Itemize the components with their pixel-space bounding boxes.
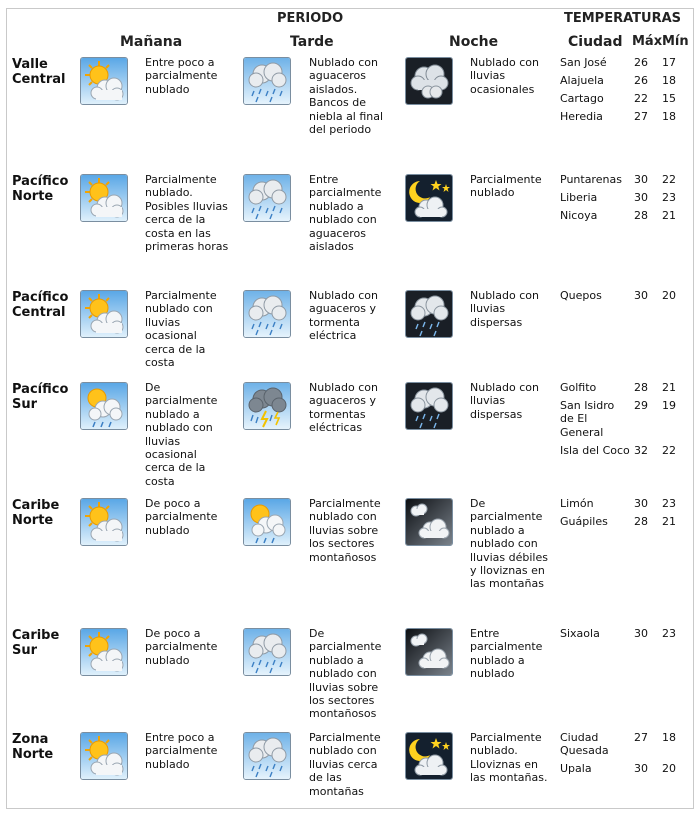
forecast-manana-text: Parcialmente nublado. Posibles lluvias cerca de la costa en las primeras horas bbox=[145, 173, 229, 254]
header-manana: Mañana bbox=[120, 34, 183, 50]
temp-min: 23 bbox=[662, 627, 676, 640]
city-name: Liberia bbox=[560, 191, 598, 204]
forecast-manana-text: De poco a parcialmente nublado bbox=[145, 497, 218, 537]
storm-cloud-icon bbox=[243, 382, 291, 430]
temp-min: 18 bbox=[662, 731, 676, 744]
temp-max: 26 bbox=[634, 74, 648, 87]
forecast-noche-text: Nublado con lluvias dispersas bbox=[470, 381, 539, 421]
temp-max: 27 bbox=[634, 110, 648, 123]
temp-max: 28 bbox=[634, 381, 648, 394]
region-name: Caribe Sur bbox=[12, 628, 60, 658]
moon-stars-cloud-icon bbox=[405, 174, 453, 222]
city-name: Sixaola bbox=[560, 627, 600, 640]
forecast-tarde-text: Nublado con aguaceros y tormentas eléctricas bbox=[309, 381, 378, 435]
sun-cloud-rain-icon bbox=[243, 498, 291, 546]
temp-max: 27 bbox=[634, 731, 648, 744]
region-name: Pacífico Sur bbox=[12, 382, 69, 412]
header-periodo: PERIODO bbox=[277, 11, 344, 26]
sun-cloud-icon bbox=[80, 290, 128, 338]
rain-cloud-icon bbox=[243, 57, 291, 105]
rain-cloud-icon bbox=[243, 290, 291, 338]
rain-cloud-icon bbox=[243, 628, 291, 676]
city-name: Isla del Coco bbox=[560, 444, 630, 457]
moon-stars-cloud-icon bbox=[405, 732, 453, 780]
forecast-noche-text: Parcialmente nublado bbox=[470, 173, 542, 200]
forecast-noche-text: De parcialmente nublado a nublado con lluvias débiles y lloviznas en las montañas bbox=[470, 497, 548, 591]
temp-min: 22 bbox=[662, 173, 676, 186]
temp-max: 30 bbox=[634, 191, 648, 204]
city-name: Quepos bbox=[560, 289, 602, 302]
forecast-manana-text: De parcialmente nublado a nublado con lluvias ocasional cerca de la costa bbox=[145, 381, 218, 488]
temp-min: 21 bbox=[662, 515, 676, 528]
forecast-manana-text: Entre poco a parcialmente nublado bbox=[145, 731, 218, 771]
city-name: Limón bbox=[560, 497, 594, 510]
temp-min: 18 bbox=[662, 74, 676, 87]
forecast-manana-text: De poco a parcialmente nublado bbox=[145, 627, 218, 667]
temp-max: 28 bbox=[634, 515, 648, 528]
sun-cloud-icon bbox=[80, 628, 128, 676]
temp-max: 30 bbox=[634, 497, 648, 510]
header-max: Máx bbox=[632, 34, 663, 49]
sun-cloud-icon bbox=[80, 732, 128, 780]
region-name: Caribe Norte bbox=[12, 498, 60, 528]
forecast-tarde-text: Entre parcialmente nublado a nublado con aguaceros aislados bbox=[309, 173, 382, 254]
region-name: Pacífico Norte bbox=[12, 174, 69, 204]
header-tarde: Tarde bbox=[290, 34, 334, 50]
forecast-tarde-text: Parcialmente nublado con lluvias cerca de las montañas bbox=[309, 731, 381, 798]
temp-max: 22 bbox=[634, 92, 648, 105]
region-name: Zona Norte bbox=[12, 732, 54, 762]
sun-cloud-rain-icon bbox=[80, 382, 128, 430]
temp-max: 30 bbox=[634, 289, 648, 302]
forecast-noche-text: Entre parcialmente nublado a nublado bbox=[470, 627, 543, 681]
temp-max: 26 bbox=[634, 56, 648, 69]
header-min: Mín bbox=[662, 34, 689, 49]
temp-max: 30 bbox=[634, 627, 648, 640]
temp-max: 28 bbox=[634, 209, 648, 222]
header-temperaturas: TEMPERATURAS bbox=[564, 11, 682, 26]
temp-max: 32 bbox=[634, 444, 648, 457]
temp-max: 30 bbox=[634, 173, 648, 186]
night-dark-cloud-icon bbox=[405, 57, 453, 105]
forecast-tarde-text: De parcialmente nublado a nublado con lluvias sobre los sectores montañosos bbox=[309, 627, 382, 721]
temp-min: 19 bbox=[662, 399, 676, 412]
region-name: Valle Central bbox=[12, 57, 66, 87]
temp-min: 15 bbox=[662, 92, 676, 105]
temp-min: 22 bbox=[662, 444, 676, 457]
city-name: Alajuela bbox=[560, 74, 604, 87]
forecast-tarde-text: Nublado con aguaceros aislados. Bancos de niebla al final del periodo bbox=[309, 56, 384, 137]
header-noche: Noche bbox=[449, 34, 499, 50]
temp-min: 20 bbox=[662, 762, 676, 775]
city-name: Guápiles bbox=[560, 515, 608, 528]
rain-cloud-icon bbox=[243, 732, 291, 780]
city-name: Puntarenas bbox=[560, 173, 622, 186]
temp-min: 17 bbox=[662, 56, 676, 69]
sun-cloud-icon bbox=[80, 174, 128, 222]
city-name: Heredia bbox=[560, 110, 603, 123]
temp-max: 29 bbox=[634, 399, 648, 412]
temp-min: 20 bbox=[662, 289, 676, 302]
city-name: Nicoya bbox=[560, 209, 598, 222]
rain-cloud-icon bbox=[243, 174, 291, 222]
forecast-noche-text: Nublado con lluvias dispersas bbox=[470, 289, 539, 329]
temp-max: 30 bbox=[634, 762, 648, 775]
sun-cloud-icon bbox=[80, 498, 128, 546]
forecast-noche-text: Parcialmente nublado. Lloviznas en las montañas. bbox=[470, 731, 548, 785]
region-name: Pacífico Central bbox=[12, 290, 69, 320]
temp-min: 21 bbox=[662, 209, 676, 222]
night-rain-cloud-icon bbox=[405, 290, 453, 338]
temp-min: 21 bbox=[662, 381, 676, 394]
city-name: Cartago bbox=[560, 92, 604, 105]
night-rain-cloud-icon bbox=[405, 382, 453, 430]
header-ciudad: Ciudad bbox=[568, 34, 623, 50]
city-name: San José bbox=[560, 56, 607, 69]
night-clouds-icon bbox=[405, 498, 453, 546]
city-name: Ciudad Quesada bbox=[560, 731, 609, 758]
forecast-manana-text: Parcialmente nublado con lluvias ocasional cerca de la costa bbox=[145, 289, 217, 370]
sun-cloud-icon bbox=[80, 57, 128, 105]
night-clouds-icon bbox=[405, 628, 453, 676]
temp-min: 23 bbox=[662, 497, 676, 510]
city-name: San Isidro de El General bbox=[560, 399, 615, 439]
city-name: Upala bbox=[560, 762, 592, 775]
temp-min: 23 bbox=[662, 191, 676, 204]
forecast-manana-text: Entre poco a parcialmente nublado bbox=[145, 56, 218, 96]
temp-min: 18 bbox=[662, 110, 676, 123]
forecast-noche-text: Nublado con lluvias ocasionales bbox=[470, 56, 539, 96]
forecast-tarde-text: Parcialmente nublado con lluvias sobre los sectores montañosos bbox=[309, 497, 381, 564]
city-name: Golfito bbox=[560, 381, 597, 394]
forecast-tarde-text: Nublado con aguaceros y tormenta eléctrica bbox=[309, 289, 378, 343]
